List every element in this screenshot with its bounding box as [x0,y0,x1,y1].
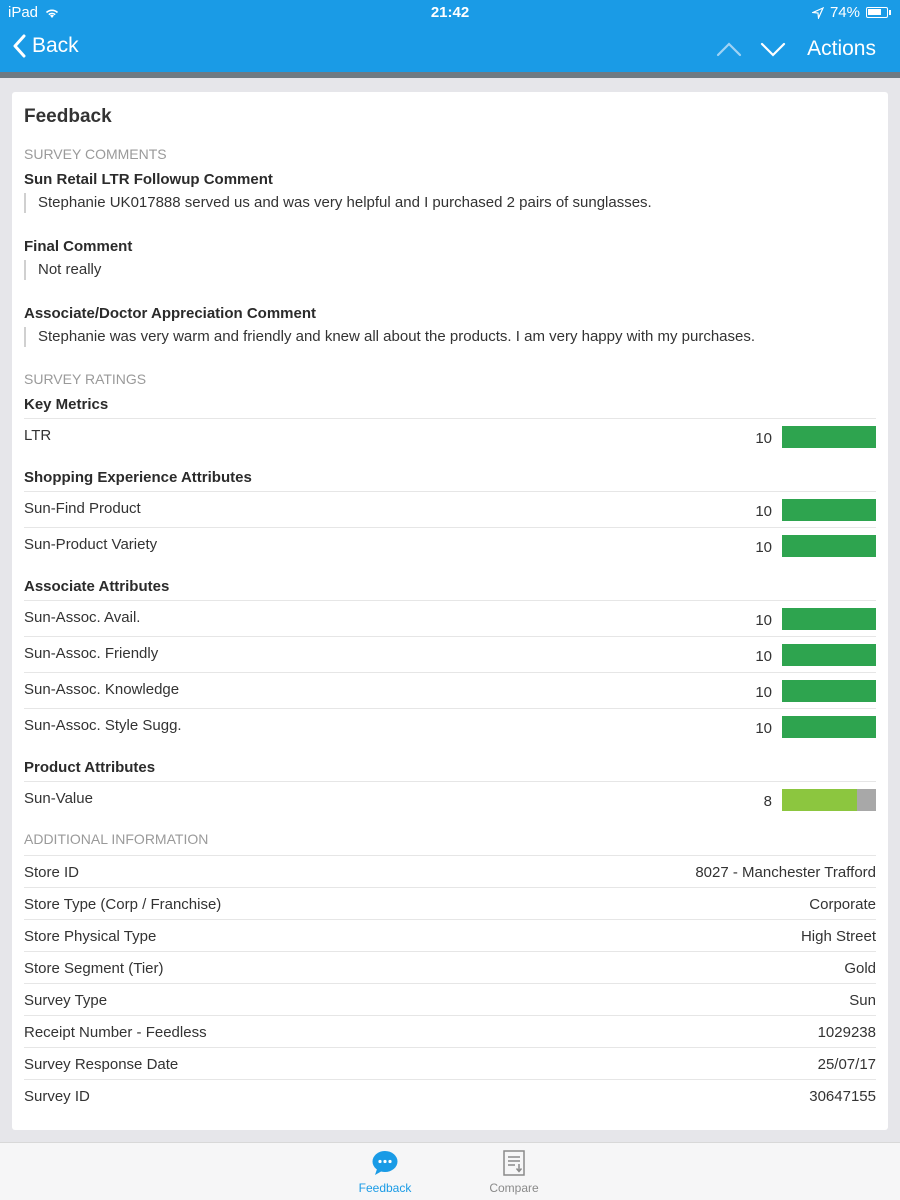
survey-ratings-label: SURVEY RATINGS [24,371,147,387]
rating-value: 10 [755,720,772,737]
rating-bar-fill [782,644,876,666]
rating-label: Sun-Assoc. Avail. [24,609,141,626]
rating-bar [782,680,876,702]
nav-bar [0,26,900,72]
status-bar [0,0,900,24]
info-row [24,983,876,1015]
tab-label: Compare [489,1181,539,1195]
rating-bar [782,644,876,666]
comment-text: Stephanie was very warm and friendly and knew all about the products. I am very happy with my purchases. [24,327,755,347]
chevron-down-icon[interactable] [760,36,786,62]
info-key: Store Segment (Tier) [24,960,164,977]
rating-label: Sun-Value [24,790,93,807]
top-bar-divider [0,72,900,78]
rating-bar-fill [782,716,876,738]
status-right [812,4,888,21]
comment-title: Associate/Doctor Appreciation Comment [24,305,316,322]
tab-feedback[interactable] [340,1149,430,1195]
rating-bar-fill [782,426,876,448]
rating-group-title: Associate Attributes [24,578,170,595]
info-row [24,1015,876,1047]
rating-bar [782,789,876,811]
rating-bar [782,608,876,630]
rating-value: 10 [755,612,772,629]
rating-row [24,418,876,454]
rating-label: Sun-Product Variety [24,536,158,553]
rating-bar [782,499,876,521]
info-key: Receipt Number - Feedless [24,1024,207,1041]
info-value: 8027 - Manchester Trafford [695,864,876,881]
rating-row [24,600,876,636]
info-value: 1029238 [817,1024,876,1041]
device-name: iPad [8,4,39,21]
location-arrow-icon [812,7,824,19]
tab-compare[interactable] [469,1149,559,1195]
chat-bubble-icon [371,1149,399,1177]
info-row [24,1047,876,1079]
info-key: Store Physical Type [24,928,157,945]
top-bar [0,0,900,76]
rating-label: LTR [24,427,52,444]
back-label: Back [32,34,79,57]
rating-bar-fill [782,535,876,557]
rating-value: 8 [763,793,772,810]
rating-bar-fill [782,680,876,702]
rating-label: Sun-Find Product [24,500,141,517]
comment-text: Not really [24,260,101,280]
rating-bar [782,426,876,448]
rating-row [24,527,876,563]
rating-value: 10 [755,648,772,665]
rating-row [24,708,876,744]
info-key: Survey ID [24,1088,90,1105]
comment-text: Stephanie UK017888 served us and was very helpful and I purchased 2 pairs of sunglasses. [24,193,652,213]
rating-group-title: Key Metrics [24,396,109,413]
survey-comments-label: SURVEY COMMENTS [24,146,167,162]
info-key: Survey Type [24,992,108,1009]
rating-row [24,636,876,672]
rating-value: 10 [755,539,772,556]
rating-group-title: Product Attributes [24,759,156,776]
rating-row [24,781,876,817]
rating-bar-fill [782,499,876,521]
chevron-up-icon[interactable] [716,36,742,62]
battery-icon [866,7,888,18]
additional-info-label: ADDITIONAL INFORMATION [24,831,209,847]
feedback-card [12,92,888,1130]
info-row [24,887,876,919]
document-compare-icon [500,1149,528,1177]
info-value: Corporate [809,896,876,913]
rating-row [24,672,876,708]
battery-percent: 74% [829,4,860,21]
info-value: 25/07/17 [817,1056,876,1073]
back-button[interactable] [12,34,79,58]
info-value: Gold [844,960,876,977]
info-row [24,919,876,951]
tab-bar [0,1142,900,1200]
rating-row [24,491,876,527]
info-key: Store Type (Corp / Franchise) [24,896,222,913]
rating-bar-fill [782,789,857,811]
chevron-left-icon [12,34,26,58]
info-value: High Street [800,928,876,945]
status-time: 21:42 [430,4,470,21]
rating-value: 10 [755,430,772,447]
rating-bar [782,535,876,557]
rating-bar-fill [782,608,876,630]
comment-title: Sun Retail LTR Followup Comment [24,171,273,188]
info-row [24,855,876,887]
info-key: Survey Response Date [24,1056,179,1073]
rating-group-title: Shopping Experience Attributes [24,469,252,486]
info-key: Store ID [24,864,80,881]
rating-value: 10 [755,503,772,520]
info-row [24,951,876,983]
card-title: Feedback [24,106,112,127]
battery-level [868,9,881,15]
rating-bar [782,716,876,738]
rating-label: Sun-Assoc. Friendly [24,645,159,662]
rating-label: Sun-Assoc. Knowledge [24,681,180,698]
info-value: 30647155 [809,1088,876,1105]
info-row [24,1079,876,1111]
actions-button[interactable]: Actions [807,37,876,60]
rating-label: Sun-Assoc. Style Sugg. [24,717,182,734]
comment-title: Final Comment [24,238,133,255]
info-value: Sun [849,992,876,1009]
rating-value: 10 [755,684,772,701]
tab-label: Feedback [358,1181,412,1195]
